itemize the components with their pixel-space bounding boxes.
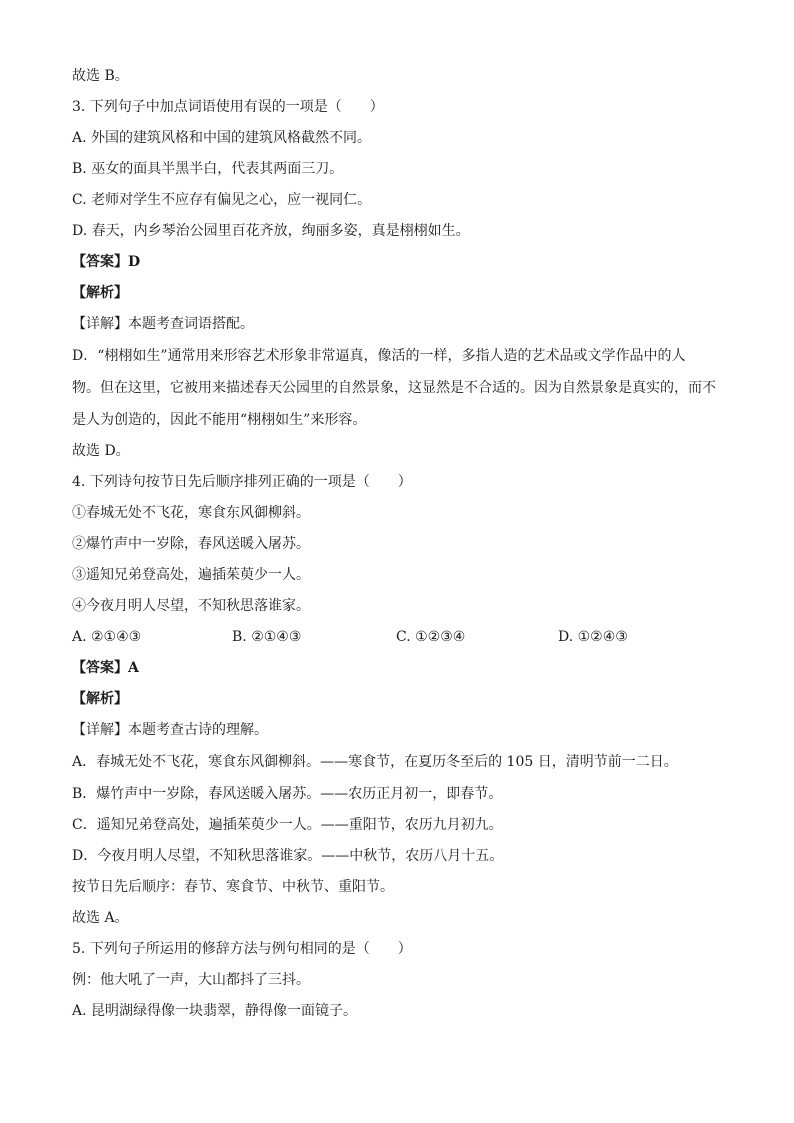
detail-3-text-1: D．“栩栩如生”通常用来形容艺术形象非常逼真，像活的一样，多指人造的艺术品或文学作品中的人 <box>72 348 686 364</box>
detail-4-item-c: C．遥知兄弟登高处，遍插茱萸少一人。——重阳节，农历九月初九。 <box>72 817 503 833</box>
question-4-poem-2: ②爆竹声中一岁除，春风送暖入屠苏。 <box>72 536 310 552</box>
question-3-option-c: C. 老师对学生不应存有偏见之心，应一视同仁。 <box>72 192 372 208</box>
detail-3-text-2: 物。但在这里，它被用来描述春天公园里的自然景象，这显然是不合适的。因为自然景象是真实的，而不 <box>72 380 716 396</box>
answer-3: 【答案】D <box>72 254 141 270</box>
analysis-3-heading: 【解析】 <box>72 285 128 301</box>
question-4-option-a: A. ②①④③ <box>72 629 142 645</box>
question-5-example: 例：他大吼了一声，大山都抖了三抖。 <box>72 972 310 988</box>
question-3-stem: 3. 下列句子中加点词语使用有误的一项是（ ） <box>72 99 384 115</box>
detail-4-item-a: A．春城无处不飞花，寒食东风御柳斜。——寒食节，在夏历冬至后的 105 日，清明节前一二日。 <box>72 754 678 770</box>
conclusion-q2: 故选 B。 <box>72 68 129 84</box>
question-4-option-d: D. ①②④③ <box>558 629 628 645</box>
question-4-option-b: B. ②①④③ <box>232 629 302 645</box>
question-4-poem-1: ①春城无处不飞花，寒食东风御柳斜。 <box>72 505 310 521</box>
answer-4: 【答案】A <box>72 660 139 676</box>
question-3-option-b: B. 巫女的面具半黑半白，代表其两面三刀。 <box>72 161 344 177</box>
detail-4-order: 按节日先后顺序：春节、寒食节、中秋节、重阳节。 <box>72 879 394 895</box>
question-4-option-c: C. ①②③④ <box>396 629 466 645</box>
detail-3: 【详解】本题考查词语搭配。 <box>72 316 254 332</box>
analysis-4-heading: 【解析】 <box>72 691 128 707</box>
detail-4: 【详解】本题考查古诗的理解。 <box>72 722 268 738</box>
question-3-option-d: D. 春天，内乡琴治公园里百花齐放，绚丽多姿，真是栩栩如生。 <box>72 223 470 239</box>
detail-4-item-d: D．今夜月明人尽望，不知秋思落谁家。——中秋节，农历八月十五。 <box>72 848 504 864</box>
detail-4-item-b: B．爆竹声中一岁除，春风送暖入屠苏。——农历正月初一，即春节。 <box>72 786 503 802</box>
question-4-stem: 4. 下列诗句按节日先后顺序排列正确的一项是（ ） <box>72 474 412 490</box>
conclusion-q3: 故选 D。 <box>72 443 130 459</box>
question-5-stem: 5. 下列句子所运用的修辞方法与例句相同的是（ ） <box>72 941 412 957</box>
conclusion-q4: 故选 A。 <box>72 910 129 926</box>
question-5-option-a: A. 昆明湖绿得像一块翡翠，静得像一面镜子。 <box>72 1003 358 1019</box>
question-4-poem-3: ③遥知兄弟登高处，遍插茱萸少一人。 <box>72 567 310 583</box>
question-3-option-a: A. 外国的建筑风格和中国的建筑风格截然不同。 <box>72 130 372 146</box>
detail-3-text-3: 是人为创造的，因此不能用“栩栩如生”来形容。 <box>72 412 367 428</box>
question-4-poem-4: ④今夜月明人尽望，不知秋思落谁家。 <box>72 598 310 614</box>
